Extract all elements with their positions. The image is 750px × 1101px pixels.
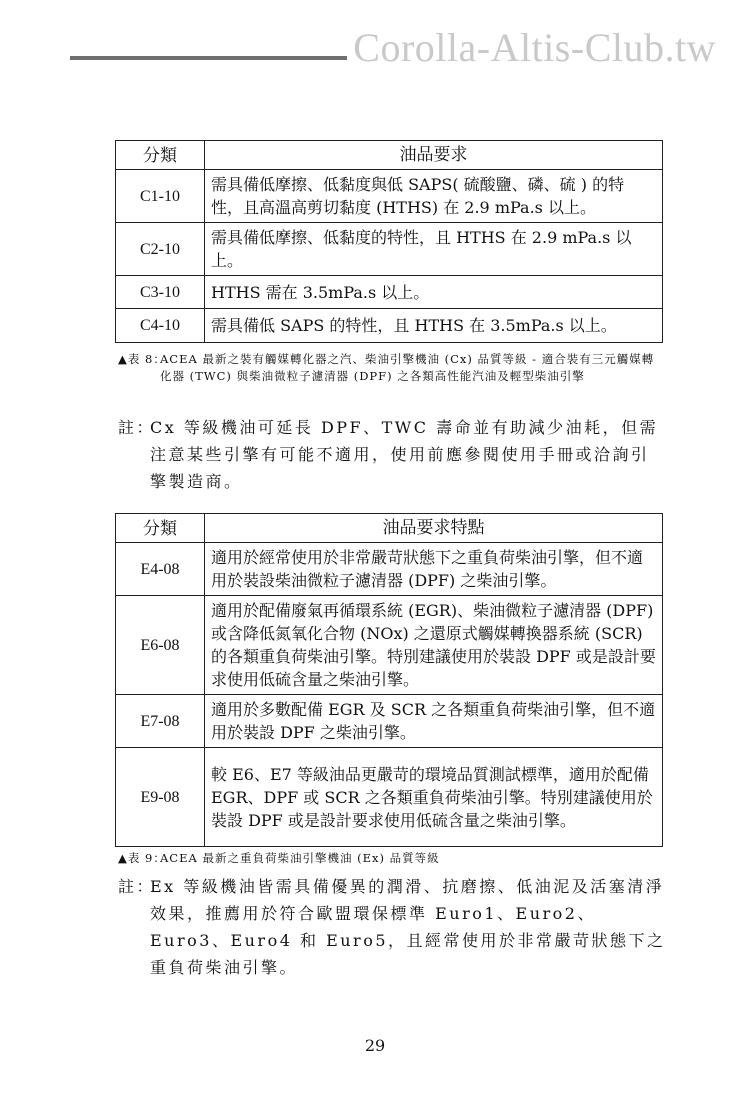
grade-description: 適用於經常使用於非常嚴苛狀態下之重負荷柴油引擎，但不適用於裝設柴油微粒子濾清器 (DPF) 之柴油引擎。 — [205, 543, 663, 596]
grade-code: E9-08 — [116, 748, 205, 847]
grade-description: HTHS 需在 3.5mPa.s 以上。 — [205, 276, 663, 309]
grade-description: 適用於多數配備 EGR 及 SCR 之各類重負荷柴油引擎，但不適用於裝設 DPF 之柴油引擎。 — [205, 695, 663, 748]
column-header-category: 分類 — [116, 514, 205, 543]
grade-code: C4-10 — [116, 309, 205, 343]
caption-marker: ▲表 9： — [118, 851, 166, 865]
grade-description: 需具備低摩擦、低黏度的特性，且 HTHS 在 2.9 mPa.s 以上。 — [205, 223, 663, 276]
grade-code: C3-10 — [116, 276, 205, 309]
table-row — [116, 309, 663, 343]
table-row — [116, 223, 663, 276]
grade-code: C1-10 — [116, 170, 205, 223]
page-number: 29 — [364, 1036, 386, 1055]
grade-code: E7-08 — [116, 695, 205, 748]
grade-code: E6-08 — [116, 596, 205, 695]
table-header-row — [116, 514, 663, 543]
table-row — [116, 748, 663, 847]
caption-text: ACEA 最新之重負荷柴油引擎機油 (Ex) 品質等級 — [160, 851, 440, 865]
table-9-caption — [118, 850, 666, 867]
note-cx — [118, 414, 666, 495]
note-text: Ex 等級機油皆需具備優異的潤滑、抗磨擦、低油泥及活塞清淨效果，推薦用於符合歐盟環保標準 Euro1、Euro2、Euro3、Euro4 和 Euro5，且經常使用於非常嚴苛狀態下之重負荷柴油引擎。 — [150, 877, 666, 977]
grade-code: E4-08 — [116, 543, 205, 596]
table-9 — [115, 513, 663, 847]
table-row — [116, 596, 663, 695]
table-row — [116, 276, 663, 309]
table-row — [116, 170, 663, 223]
column-header-requirement: 油品要求 — [205, 141, 663, 170]
grade-description: 適用於配備廢氣再循環系統 (EGR)、柴油微粒子濾清器 (DPF) 或含降低氮氧化合物 (NOx) 之還原式觸媒轉換器系統 (SCR) 的各類重負荷柴油引擎。特別建議使用於裝設 DPF 或是設計要求使用低硫含量之柴油引擎。 — [205, 596, 663, 695]
note-ex — [118, 873, 666, 981]
grade-description: 需具備低 SAPS 的特性，且 HTHS 在 3.5mPa.s 以上。 — [205, 309, 663, 343]
column-header-feature: 油品要求特點 — [205, 514, 663, 543]
grade-code: C2-10 — [116, 223, 205, 276]
table-8 — [115, 140, 663, 343]
column-header-category: 分類 — [116, 141, 205, 170]
note-label: 註： — [118, 877, 156, 896]
caption-text: ACEA 最新之裝有觸媒轉化器之汽、柴油引擎機油 (Cx) 品質等級 - 適合裝有三元觸媒轉化器 (TWC) 與柴油微粒子濾清器 (DPF) 之各類高性能汽油及輕型柴油引擎 — [160, 352, 655, 383]
grade-description: 需具備低摩擦、低黏度與低 SAPS( 硫酸鹽、磷、硫 ) 的特性，且高溫高剪切黏度 (HTHS) 在 2.9 mPa.s 以上。 — [205, 170, 663, 223]
grade-description: 較 E6、E7 等級油品更嚴苛的環境品質測試標準，適用於配備 EGR、DPF 或 SCR 之各類重負荷柴油引擎。特別建議使用於裝設 DPF 或是設計要求使用低硫含量之柴油引擎。 — [205, 748, 663, 847]
watermark: Corolla-Altis-Club.tw — [347, 24, 716, 72]
note-label: 註： — [118, 418, 156, 437]
table-row — [116, 695, 663, 748]
caption-marker: ▲表 8： — [118, 352, 166, 366]
note-text: Cx 等級機油可延長 DPF、TWC 壽命並有助減少油耗，但需注意某些引擎有可能不適用，使用前應參閱使用手冊或洽詢引擎製造商。 — [150, 418, 659, 491]
table-header-row — [116, 141, 663, 170]
table-row — [116, 543, 663, 596]
table-8-caption — [118, 351, 666, 385]
